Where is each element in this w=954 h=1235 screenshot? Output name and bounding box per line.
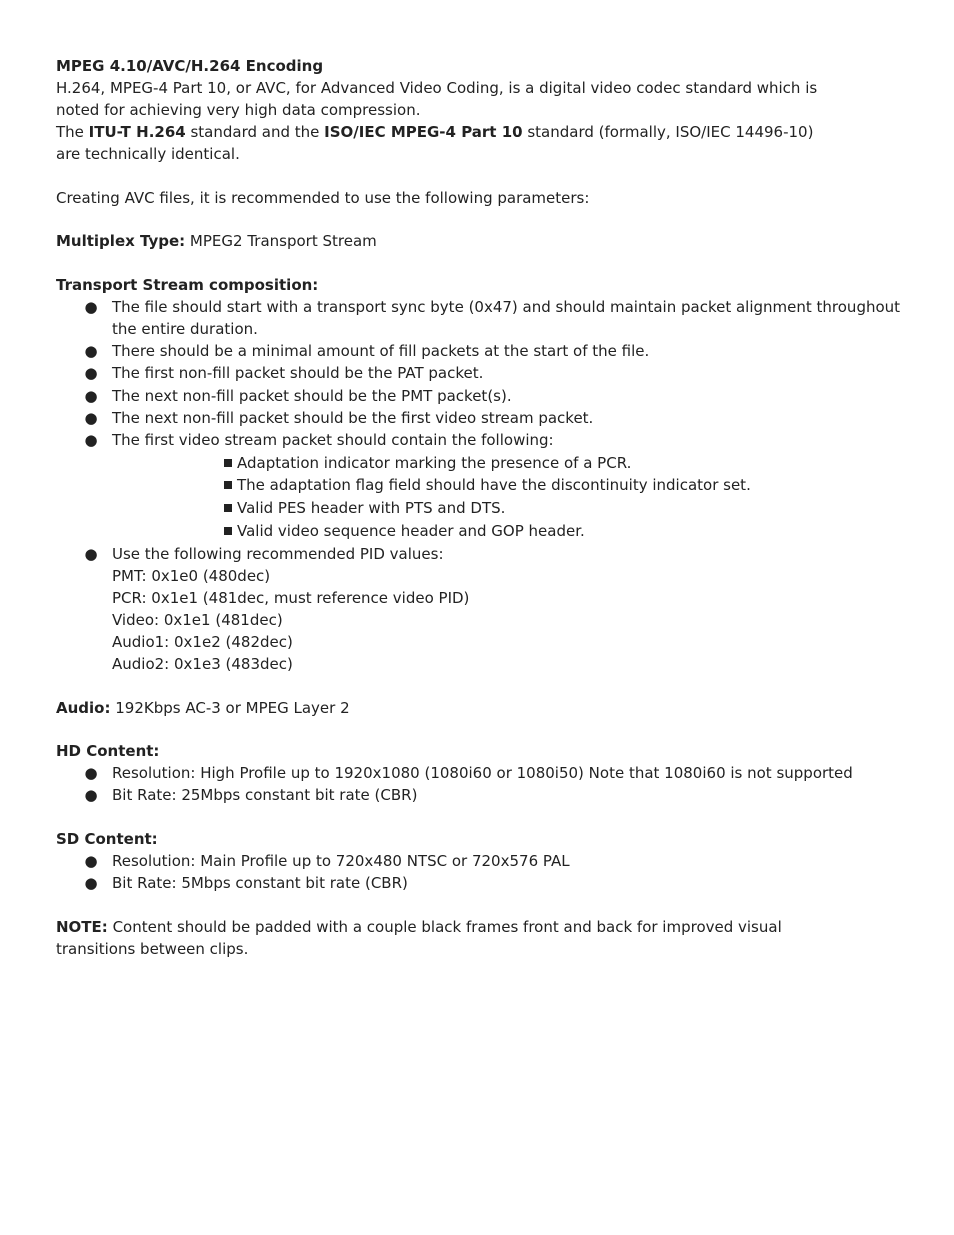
hd-heading: HD Content: — [56, 742, 160, 761]
bullet-icon: ● — [84, 874, 98, 893]
audio-spec: Audio: 192Kbps AC-3 or MPEG Layer 2 — [56, 698, 350, 717]
sub-list-item: Valid PES header with PTS and DTS. — [56, 497, 916, 520]
square-bullet-icon — [224, 504, 232, 512]
sd-heading: SD Content: — [56, 830, 158, 849]
note-line: transitions between clips. — [56, 940, 249, 959]
bullet-icon: ● — [84, 786, 98, 805]
sub-list-item: Adaptation indicator marking the presence of a PCR. — [56, 452, 916, 475]
pid-value: Audio2: 0x1e3 (483dec) — [112, 655, 293, 674]
transport-heading: Transport Stream composition: — [56, 275, 319, 294]
bullet-icon: ● — [84, 342, 98, 361]
note-line: NOTE: Content should be padded with a couple black frames front and back for improved visual — [56, 918, 782, 937]
bullet-icon: ● — [84, 431, 98, 450]
bullet-icon: ● — [84, 364, 98, 383]
list-item: ● Use the following recommended PID values: — [56, 543, 916, 565]
multiplex-type: Multiplex Type: MPEG2 Transport Stream — [56, 232, 377, 250]
list-item: ● The next non-fill packet should be the first video stream packet. — [56, 407, 916, 429]
recommend-text: Creating AVC files, it is recommended to use the following parameters: — [56, 188, 590, 207]
pid-value: PMT: 0x1e0 (480dec) — [112, 567, 271, 586]
pid-value: Video: 0x1e1 (481dec) — [112, 611, 283, 630]
square-bullet-icon — [224, 527, 232, 535]
intro-line: H.264, MPEG-4 Part 10, or AVC, for Advanced Video Coding, is a digital video codec standard which is — [56, 79, 818, 97]
list-item: ● The next non-fill packet should be the PMT packet(s). — [56, 385, 916, 407]
bullet-icon: ● — [84, 408, 98, 427]
pid-value: PCR: 0x1e1 (481dec, must reference video PID) — [112, 589, 470, 608]
bullet-icon: ● — [84, 764, 98, 783]
sub-list-item: The adaptation flag field should have the discontinuity indicator set. — [56, 474, 916, 497]
list-item: ● Bit Rate: 5Mbps constant bit rate (CBR) — [56, 872, 916, 894]
list-item: ● The first video stream packet should contain the following: — [56, 429, 916, 451]
document-page — [56, 55, 916, 960]
list-item: ● Resolution: High Profile up to 1920x1080 (1080i60 or 1080i50) Note that 1080i60 is not supported — [56, 762, 916, 784]
sub-list-item: Valid video sequence header and GOP header. — [56, 520, 916, 543]
list-item: ● There should be a minimal amount of fill packets at the start of the file. — [56, 340, 916, 362]
intro-line: are technically identical. — [56, 145, 240, 163]
square-bullet-icon — [224, 459, 232, 467]
document-title: MPEG 4.10/AVC/H.264 Encoding — [56, 57, 324, 75]
pid-value: Audio1: 0x1e2 (482dec) — [112, 633, 293, 652]
intro-standards-line: The ITU-T H.264 standard and the ISO/IEC MPEG-4 Part 10 standard (formally, ISO/IEC 14496-10) — [56, 123, 814, 141]
bullet-icon: ● — [84, 544, 98, 563]
bullet-icon: ● — [84, 852, 98, 871]
bullet-icon: ● — [84, 386, 98, 405]
list-item: ● Bit Rate: 25Mbps constant bit rate (CBR) — [56, 784, 916, 806]
bullet-icon: ● — [84, 297, 98, 316]
intro-line: noted for achieving very high data compression. — [56, 101, 421, 119]
list-item: ● Resolution: Main Profile up to 720x480 NTSC or 720x576 PAL — [56, 850, 916, 872]
list-item: ● The first non-fill packet should be the PAT packet. — [56, 362, 916, 384]
list-item: ● The file should start with a transport sync byte (0x47) and should maintain packet alignment throughout the entire duration. — [84, 297, 901, 338]
square-bullet-icon — [224, 481, 232, 489]
